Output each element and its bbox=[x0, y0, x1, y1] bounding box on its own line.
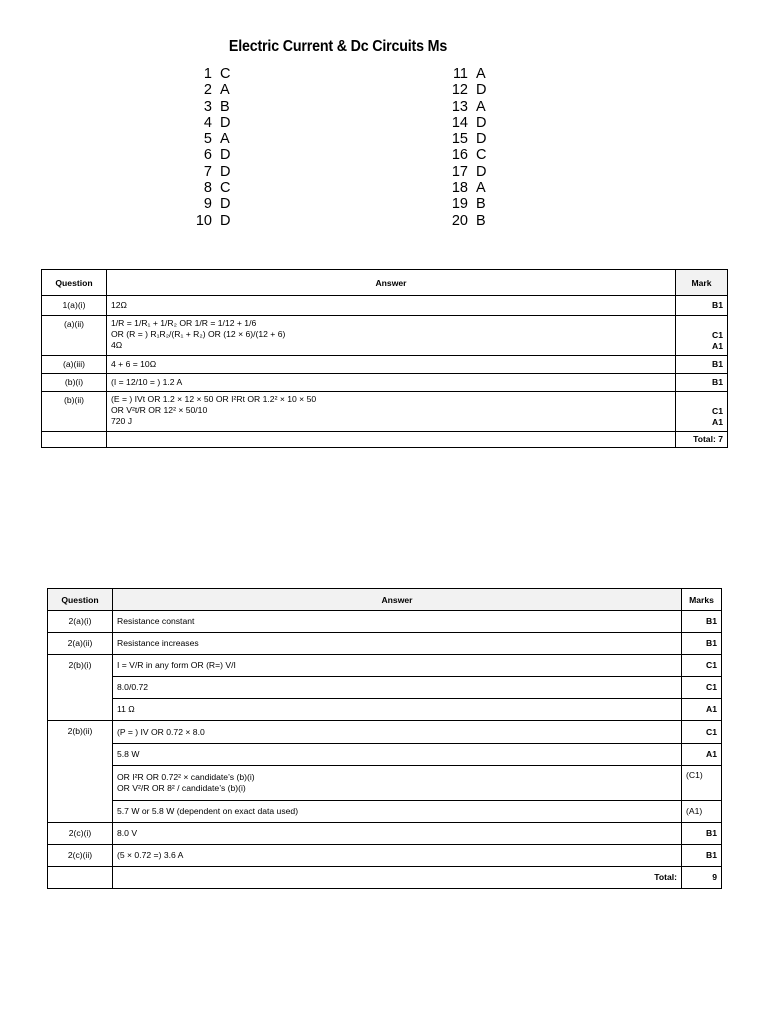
mark-cell: (C1) bbox=[682, 766, 722, 801]
table-row bbox=[42, 296, 728, 316]
mark-cell: B1 bbox=[682, 823, 722, 845]
answer-cell bbox=[113, 823, 682, 845]
mark-scheme-table-2 bbox=[47, 588, 722, 889]
mark-line: A1 bbox=[712, 341, 723, 351]
answer-line: 4Ω bbox=[111, 340, 123, 350]
mcq-number: 20 bbox=[451, 212, 468, 229]
answer-cell bbox=[107, 316, 676, 356]
mark-line: C1 bbox=[712, 330, 723, 340]
mcq-number: 4 bbox=[203, 114, 212, 131]
answer-line: 720 J bbox=[111, 416, 133, 426]
mcq-row bbox=[182, 196, 230, 212]
mcq-row bbox=[182, 164, 230, 180]
mark-line: A1 bbox=[712, 417, 723, 427]
answer-cell bbox=[113, 633, 682, 655]
mark-cell bbox=[676, 316, 728, 356]
mcq-row bbox=[440, 82, 486, 98]
header-question: Question bbox=[48, 589, 113, 611]
answer-line: 5.8 W bbox=[117, 749, 140, 759]
table-row bbox=[48, 721, 722, 744]
mcq-answer: D bbox=[220, 114, 231, 131]
mcq-answer: C bbox=[220, 66, 231, 82]
answer-line: OR V²t/R OR 12² × 50/10 bbox=[111, 405, 208, 415]
total-cell: Total: 7 bbox=[676, 432, 728, 448]
mcq-answers-left bbox=[182, 66, 230, 229]
table-row bbox=[42, 374, 728, 392]
mcq-answer: D bbox=[476, 114, 487, 131]
answer-cell bbox=[113, 801, 682, 823]
mcq-row bbox=[182, 147, 230, 163]
answer-line: (I = 12/10 = ) 1.2 A bbox=[111, 377, 183, 387]
mcq-answer: D bbox=[220, 212, 231, 229]
question-cell: (b)(ii) bbox=[42, 392, 107, 432]
mcq-answer: D bbox=[220, 163, 231, 180]
mcq-number: 18 bbox=[451, 180, 468, 197]
mcq-answer: B bbox=[476, 212, 486, 229]
mcq-answer: A bbox=[476, 180, 486, 197]
mcq-row bbox=[182, 115, 230, 131]
mcq-number: 16 bbox=[451, 147, 468, 164]
question-cell: 2(a)(i) bbox=[48, 611, 113, 633]
mark-cell: A1 bbox=[682, 744, 722, 766]
total-value: 9 bbox=[682, 867, 722, 889]
answer-line: (P = ) IV OR 0.72 × 8.0 bbox=[117, 726, 205, 737]
document-title: Electric Current & Dc Circuits Ms bbox=[228, 38, 448, 55]
question-cell: 2(b)(i) bbox=[48, 655, 113, 721]
mark-scheme-table-1 bbox=[41, 269, 728, 448]
table-row bbox=[48, 744, 722, 766]
mcq-number: 12 bbox=[451, 82, 468, 99]
mcq-answer: B bbox=[220, 98, 230, 115]
answer-cell bbox=[107, 374, 676, 392]
mark-cell: B1 bbox=[676, 296, 728, 316]
mcq-answer: B bbox=[476, 196, 486, 213]
mark-cell: C1 bbox=[682, 677, 722, 699]
header-answer: Answer bbox=[107, 270, 676, 296]
answer-cell bbox=[113, 677, 682, 699]
answer-line: 4 + 6 = 10Ω bbox=[111, 359, 157, 369]
mcq-row bbox=[182, 131, 230, 147]
mcq-row bbox=[440, 115, 486, 131]
mark-cell: C1 bbox=[682, 721, 722, 744]
table-row bbox=[42, 356, 728, 374]
mcq-number: 2 bbox=[203, 82, 212, 99]
header-answer: Answer bbox=[113, 589, 682, 611]
mcq-answer: D bbox=[476, 163, 487, 180]
answer-line: 1/R = 1/R₁ + 1/R₂ OR 1/R = 1/12 + 1/6 bbox=[111, 318, 257, 328]
question-cell: 1(a)(i) bbox=[42, 296, 107, 316]
mcq-answer: D bbox=[476, 82, 487, 99]
answer-cell bbox=[113, 744, 682, 766]
mcq-number: 15 bbox=[451, 131, 468, 148]
table-row bbox=[48, 823, 722, 845]
mark-cell: (A1) bbox=[682, 801, 722, 823]
mcq-row bbox=[440, 180, 486, 196]
question-cell: (b)(i) bbox=[42, 374, 107, 392]
mcq-row bbox=[182, 180, 230, 196]
answer-cell bbox=[113, 655, 682, 677]
answer-cell bbox=[107, 356, 676, 374]
question-cell: 2(a)(ii) bbox=[48, 633, 113, 655]
table-row bbox=[48, 766, 722, 801]
mcq-row bbox=[440, 147, 486, 163]
mcq-answer: D bbox=[220, 147, 231, 164]
answer-line: I = V/R in any form OR (R=) V/I bbox=[117, 660, 236, 670]
question-cell: 2(c)(i) bbox=[48, 823, 113, 845]
answer-line: 8.0 V bbox=[117, 828, 138, 838]
mcq-row bbox=[440, 196, 486, 212]
empty-cell bbox=[42, 432, 107, 448]
answer-line: Resistance constant bbox=[117, 616, 195, 626]
mark-cell: B1 bbox=[682, 633, 722, 655]
table-row bbox=[48, 845, 722, 867]
header-marks: Marks bbox=[682, 589, 722, 611]
mcq-row bbox=[182, 66, 230, 82]
answer-cell bbox=[113, 699, 682, 721]
mark-cell bbox=[676, 392, 728, 432]
table-row bbox=[48, 655, 722, 677]
answer-cell bbox=[107, 296, 676, 316]
answer-line: 8.0/0.72 bbox=[117, 682, 149, 692]
empty-cell bbox=[107, 432, 676, 448]
mark-cell: B1 bbox=[682, 611, 722, 633]
mcq-answer: D bbox=[220, 196, 231, 213]
table-row bbox=[48, 677, 722, 699]
mcq-answers-right bbox=[440, 66, 486, 229]
mark-line: C1 bbox=[712, 406, 723, 416]
mcq-number: 3 bbox=[203, 98, 212, 115]
mark-cell: B1 bbox=[682, 845, 722, 867]
answer-cell bbox=[107, 392, 676, 432]
question-cell: (a)(iii) bbox=[42, 356, 107, 374]
question-cell: 2(c)(ii) bbox=[48, 845, 113, 867]
mcq-answer: D bbox=[476, 131, 487, 148]
mcq-answer: A bbox=[220, 131, 230, 148]
mcq-row bbox=[182, 213, 230, 229]
answer-line: Resistance increases bbox=[117, 638, 199, 648]
table-row bbox=[42, 316, 728, 356]
mark-cell: A1 bbox=[682, 699, 722, 721]
mcq-number: 19 bbox=[451, 196, 468, 213]
answer-cell bbox=[113, 721, 682, 744]
answer-line: (5 × 0.72 =) 3.6 A bbox=[117, 850, 184, 860]
mcq-number: 11 bbox=[452, 66, 468, 82]
mcq-answer: A bbox=[476, 98, 486, 115]
mark-cell: B1 bbox=[676, 356, 728, 374]
mcq-answer: C bbox=[220, 180, 231, 197]
mcq-answer: A bbox=[220, 82, 230, 99]
table-row bbox=[42, 392, 728, 432]
mcq-answer: C bbox=[476, 147, 487, 164]
mcq-answer: A bbox=[476, 66, 486, 82]
mark-cell: C1 bbox=[682, 655, 722, 677]
total-row bbox=[42, 432, 728, 448]
mcq-number: 9 bbox=[203, 196, 212, 213]
table-row bbox=[48, 699, 722, 721]
mcq-row bbox=[440, 99, 486, 115]
table-row bbox=[48, 611, 722, 633]
mcq-row bbox=[182, 99, 230, 115]
mcq-row bbox=[440, 131, 486, 147]
question-cell: 2(b)(ii) bbox=[48, 721, 113, 823]
mcq-number: 5 bbox=[203, 131, 212, 148]
answer-line: OR I²R OR 0.72² × candidate’s (b)(i) bbox=[117, 772, 255, 782]
answer-cell bbox=[113, 611, 682, 633]
mcq-row bbox=[440, 164, 486, 180]
mcq-number: 13 bbox=[451, 98, 468, 115]
answer-line: (E = ) IVt OR 1.2 × 12 × 50 OR I²Rt OR 1.2² × 10 × 50 bbox=[111, 394, 317, 404]
mcq-number: 7 bbox=[203, 163, 212, 180]
header-question: Question bbox=[42, 270, 107, 296]
mcq-row bbox=[440, 213, 486, 229]
total-row bbox=[48, 867, 722, 889]
header-mark: Mark bbox=[676, 270, 728, 296]
mcq-row bbox=[182, 82, 230, 98]
mcq-number: 6 bbox=[203, 147, 212, 164]
empty-cell bbox=[48, 867, 113, 889]
mcq-number: 10 bbox=[195, 212, 212, 229]
total-label: Total: bbox=[113, 867, 682, 889]
table-row bbox=[48, 801, 722, 823]
answer-line: 5.7 W or 5.8 W (dependent on exact data used) bbox=[117, 806, 299, 816]
mcq-number: 17 bbox=[451, 163, 468, 180]
table-row bbox=[48, 633, 722, 655]
mcq-number: 14 bbox=[451, 114, 468, 131]
answer-cell bbox=[113, 766, 682, 801]
answer-line: OR (R = ) R₁R₂/(R₁ + R₂) OR (12 × 6)/(12 + 6) bbox=[111, 329, 286, 339]
answer-line: OR V²/R OR 8² / candidate’s (b)(i) bbox=[117, 783, 246, 793]
answer-line: 12Ω bbox=[111, 300, 127, 310]
mcq-number: 8 bbox=[203, 180, 212, 197]
mark-cell: B1 bbox=[676, 374, 728, 392]
mcq-number: 1 bbox=[203, 66, 212, 82]
mcq-row bbox=[440, 66, 486, 82]
answer-cell bbox=[113, 845, 682, 867]
question-cell: (a)(ii) bbox=[42, 316, 107, 356]
answer-line: 11 Ω bbox=[117, 704, 135, 714]
